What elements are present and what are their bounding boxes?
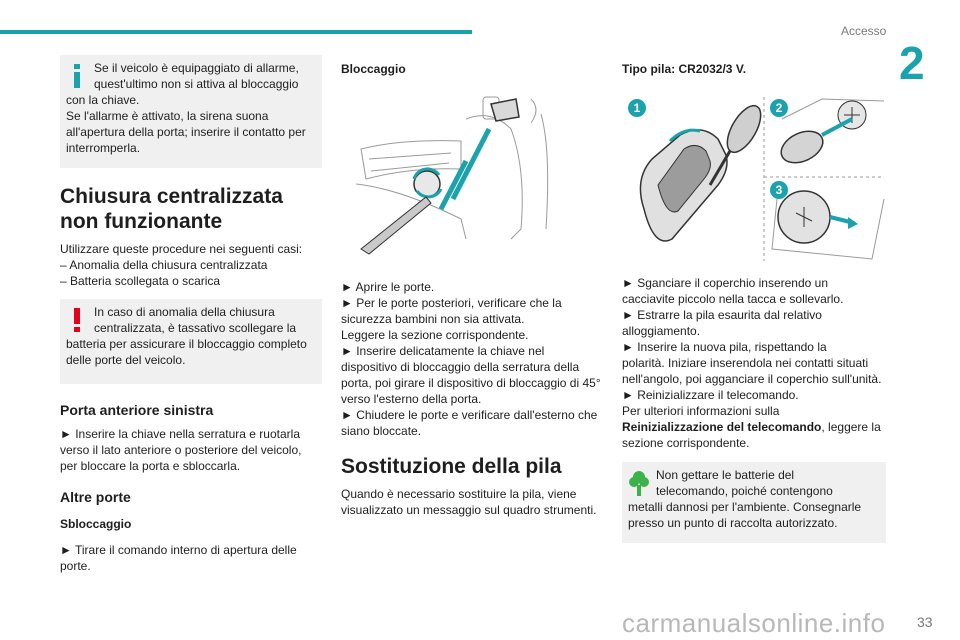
battery-step-line: ► Inserire la nuova pila, rispettando la xyxy=(622,340,827,354)
environment-note-line: telecomando, poiché contengono xyxy=(656,484,833,498)
locking-step-line: ► Aprire le porte. xyxy=(341,280,435,294)
battery-step-line: Per ulteriori informazioni sulla xyxy=(622,404,780,418)
step-badge-2: 2 xyxy=(770,99,788,117)
warning-note-line: delle porte del veicolo. xyxy=(66,353,186,367)
info-note xyxy=(60,55,322,168)
locking-step-line: ► Per le porte posteriori, verificare che la xyxy=(341,296,562,310)
key-battery-drawing xyxy=(622,89,886,265)
heading-front-door: Porta anteriore sinistra xyxy=(60,402,214,418)
battery-intro-text: visualizzato un messaggio sul quadro strumenti. xyxy=(341,503,597,517)
locking-step-line: porta, poi girare il dispositivo di bloccaggio di 45° xyxy=(341,376,601,390)
reinit-reference-end: sezione corrispondente. xyxy=(622,436,750,450)
step-badge-1: 1 xyxy=(628,99,646,117)
environment-note xyxy=(622,462,886,543)
battery-intro-text: Quando è necessario sostituire la pila, viene xyxy=(341,487,577,501)
environment-note-line: metalli dannosi per l'ambiente. Consegnarle xyxy=(628,500,862,514)
info-note-line: Se l'allarme è attivato, la sirena suona xyxy=(66,109,269,123)
intro-text: Utilizzare queste procedure nei seguenti casi: xyxy=(60,242,303,256)
column-middle xyxy=(341,55,604,518)
locking-step-line: sicurezza bambini non sia attivata. xyxy=(341,312,525,326)
info-icon xyxy=(66,62,88,90)
warning-icon xyxy=(66,306,88,334)
heading-battery-replacement: Sostituzione della pila xyxy=(341,455,562,478)
front-door-text: ► Inserire la chiave nella serratura e ruotarla xyxy=(60,427,300,441)
key-battery-illustration xyxy=(622,89,886,265)
other-doors-text: porte. xyxy=(60,559,91,573)
other-doors-text: ► Tirare il comando interno di apertura delle xyxy=(60,543,297,557)
info-note-line: Se il veicolo è equipaggiato di allarme, xyxy=(94,61,299,75)
front-door-text: verso il lato anteriore o posteriore del veicolo, xyxy=(60,443,302,457)
subheading-unlocking: Sbloccaggio xyxy=(60,517,132,531)
battery-step-line: nell'angolo, poi agganciare il coperchio sull'unità. xyxy=(622,372,882,386)
locking-steps xyxy=(341,279,604,439)
reinit-reference xyxy=(622,419,886,435)
battery-step-line: polarità. Iniziare inserendola nei contatti situati xyxy=(622,356,869,370)
battery-type: Tipo pila: CR2032/3 V. xyxy=(622,62,747,76)
chapter-number: 2 xyxy=(899,37,925,89)
info-note-line: con la chiave. xyxy=(66,93,140,107)
front-door-text: per bloccare la porta e sbloccarla. xyxy=(60,459,241,473)
reinit-reference-bold: Reinizializzazione del telecomando xyxy=(622,420,822,434)
heading-other-doors: Altre porte xyxy=(60,489,131,505)
reinit-reference-rest: , leggere la xyxy=(821,420,881,434)
battery-step-line: ► Sganciare il coperchio inserendo un xyxy=(622,276,828,290)
heading-central-locking: Chiusura centralizzata non funzionante xyxy=(60,185,283,233)
column-left xyxy=(60,55,322,574)
info-note-line: all'apertura della porta; inserire il contatto per xyxy=(66,125,306,139)
warning-note-line: batteria per assicurare il bloccaggio completo xyxy=(66,337,307,351)
environment-note-line: presso un punto di raccolta autorizzato. xyxy=(628,516,838,530)
watermark: carmanualsonline.info xyxy=(622,608,886,638)
info-note-line: quest'ultimo non si attiva al bloccaggio xyxy=(94,77,299,91)
locking-step-line: dispositivo di bloccaggio della serratura della xyxy=(341,360,580,374)
page-number: 33 xyxy=(917,614,933,630)
door-lock-drawing xyxy=(341,89,604,257)
battery-step-line: alloggiamento. xyxy=(622,324,701,338)
warning-note-line: centralizzata, è tassativo scollegare la xyxy=(94,321,297,335)
warning-note-line: In caso di anomalia della chiusura xyxy=(94,305,275,319)
door-lock-illustration xyxy=(341,89,604,257)
step-badge-3: 3 xyxy=(770,181,788,199)
info-note-line: interromperla. xyxy=(66,141,141,155)
battery-step-line: ► Reinizializzare il telecomando. xyxy=(622,388,799,402)
locking-step-line: siano bloccate. xyxy=(341,424,422,438)
tree-icon xyxy=(628,469,650,497)
locking-step-line: ► Chiudere le porte e verificare dall'esterno che xyxy=(341,408,598,422)
column-right xyxy=(622,55,886,543)
battery-step-line: ► Estrarre la pila esaurita dal relativo xyxy=(622,308,822,322)
locking-step-line: verso l'esterno della porta. xyxy=(341,392,482,406)
warning-note xyxy=(60,299,322,384)
locking-step-line: ► Inserire delicatamente la chiave nel xyxy=(341,344,545,358)
locking-step-line: Leggere la sezione corrispondente. xyxy=(341,328,529,342)
battery-step-line: cacciavite piccolo nella tacca e sollevarlo. xyxy=(622,292,844,306)
section-title: Accesso xyxy=(841,24,887,38)
environment-note-line: Non gettare le batterie del xyxy=(656,468,795,482)
case-item: – Anomalia della chiusura centralizzata xyxy=(60,258,268,272)
subheading-locking: Bloccaggio xyxy=(341,62,406,76)
case-item: – Batteria scollegata o scarica xyxy=(60,274,221,288)
battery-steps xyxy=(622,275,886,451)
header-accent-bar xyxy=(0,30,472,34)
